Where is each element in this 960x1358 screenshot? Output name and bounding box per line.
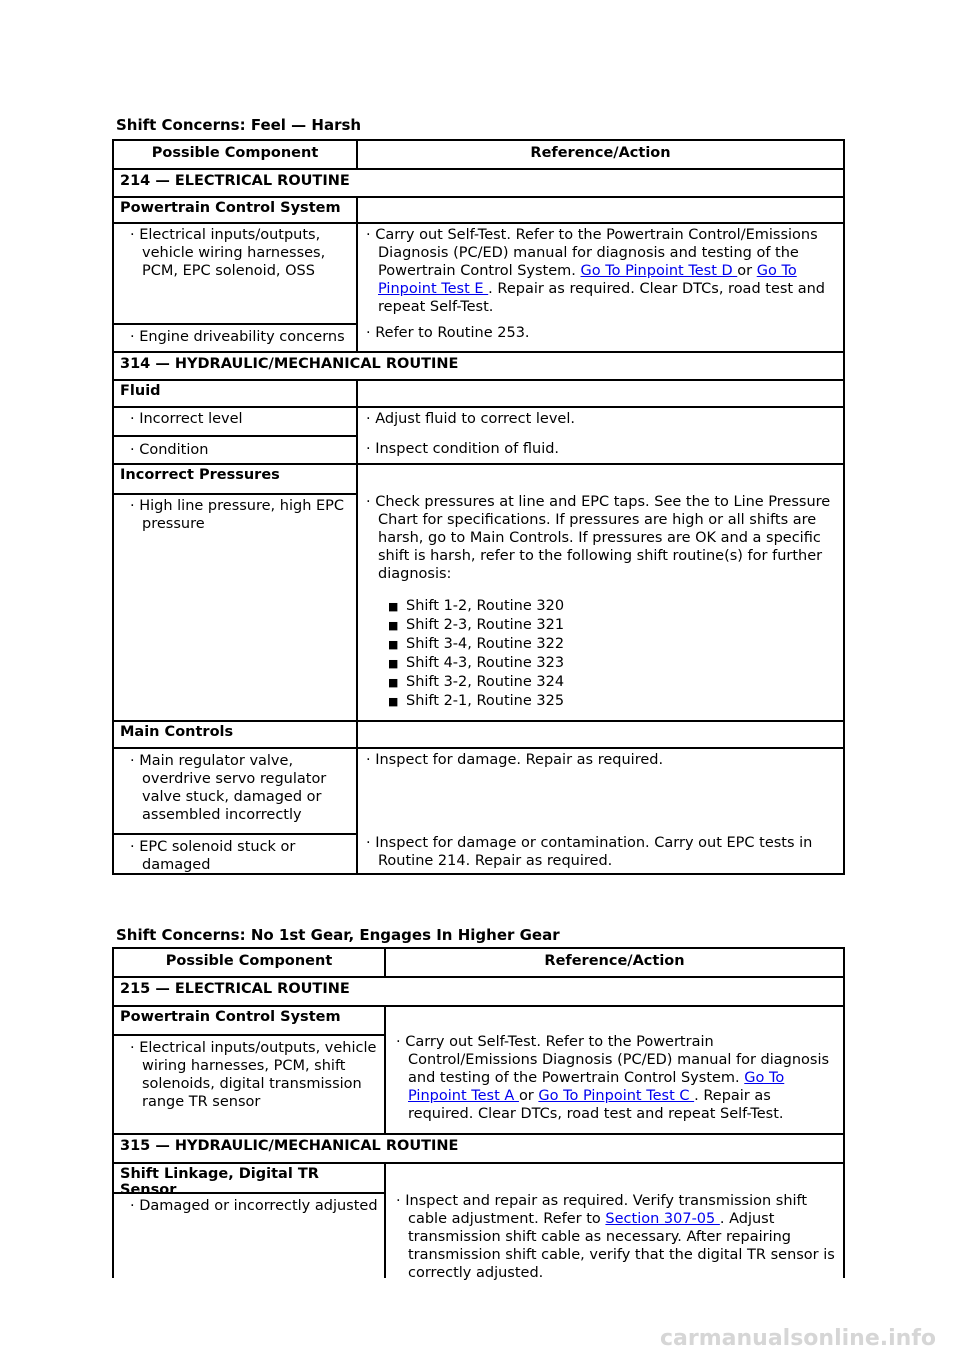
pcs2-rows xyxy=(114,1007,843,1135)
col-header-component: Possible Component xyxy=(114,949,386,976)
routine-314-label: 314 — HYDRAULIC/MECHANICAL ROUTINE xyxy=(120,356,459,372)
incorrect-level-item: · Incorrect level xyxy=(120,410,350,428)
pinpoint-test-d-link[interactable]: Go To Pinpoint Test D xyxy=(580,263,738,279)
engine-item: · Engine driveability concerns xyxy=(120,328,350,346)
watermark: carmanualsonline.info xyxy=(660,1326,936,1351)
routine-315-row xyxy=(114,1135,843,1164)
pcs2-group-label: Powertrain Control System xyxy=(114,1007,384,1036)
main-controls-rows xyxy=(114,749,843,875)
electrical-row xyxy=(114,224,843,353)
fluid-rows xyxy=(114,408,843,465)
list-item: ■ Shift 4-3, Routine 323 xyxy=(388,654,837,673)
routine-314-row xyxy=(114,353,843,381)
table2 xyxy=(112,947,845,1281)
list-item: ■ Shift 1-2, Routine 320 xyxy=(388,597,837,616)
col-header-action: Reference/Action xyxy=(530,145,671,161)
routine-215-label: 215 — ELECTRICAL ROUTINE xyxy=(120,981,350,997)
main-controls-group-row xyxy=(114,722,843,749)
main-regulator-item: · Main regulator valve, overdrive servo regulator valve stuck, damaged or assembled incorrectly xyxy=(120,752,350,824)
high-pressure-action: · Check pressures at line and EPC taps. See the to Line Pressure Chart for specifications. If pressures are high or all shifts are harsh, go to Main Controls. If pressures are OK and a specific shift is harsh, refer to the following shift routine(s) for further diagnosis: xyxy=(364,493,837,583)
list-item: ■ Shift 2-3, Routine 321 xyxy=(388,616,837,635)
damaged-item: · Damaged or incorrectly adjusted xyxy=(120,1197,378,1215)
high-pressure-item: · High line pressure, high EPC pressure xyxy=(120,497,350,533)
routine-214-row xyxy=(114,170,843,198)
routine-215-row xyxy=(114,978,843,1007)
main-controls-group-label: Main Controls xyxy=(114,722,358,747)
epc-solenoid-action: · Inspect for damage or contamination. Carry out EPC tests in Routine 214. Repair as required. xyxy=(364,834,837,870)
shift-routine-list xyxy=(364,597,837,711)
list-item: ■ Shift 2-1, Routine 325 xyxy=(388,692,837,711)
linkage-rows xyxy=(114,1164,843,1281)
damaged-action: · Inspect and repair as required. Verify transmission shift cable adjustment. Refer to Section 307-05 . Adjust transmission shift cable as necessary. After repairing transmission shift cable, verify that the digital TR sensor is correctly adjusted. xyxy=(394,1192,839,1282)
incorrect-level-action: · Adjust fluid to correct level. xyxy=(364,410,837,428)
table1 xyxy=(112,139,845,875)
fluid-group-label: Fluid xyxy=(114,381,358,406)
pcs-group-label: Powertrain Control System xyxy=(114,198,358,222)
fluid-group-row xyxy=(114,381,843,408)
pressure-rows xyxy=(114,465,843,722)
electrical2-action: · Carry out Self-Test. Refer to the Powertrain Control/Emissions Diagnosis (PC/ED) manual for diagnosis and testing of the Powertrain Control System. Go To Pinpoint Test A or Go To Pinpoint Test C . Repair as required. Clear DTCs, road test and repeat Self-Test. xyxy=(394,1033,837,1123)
pinpoint-test-e-link[interactable]: Go To Pinpoint Test E xyxy=(378,263,797,297)
table1-title: Shift Concerns: Feel — Harsh xyxy=(116,116,362,134)
epc-solenoid-item: · EPC solenoid stuck or damaged xyxy=(120,838,350,874)
engine-action: · Refer to Routine 253. xyxy=(364,324,837,342)
condition-action: · Inspect condition of fluid. xyxy=(364,440,837,458)
electrical-action: · Carry out Self-Test. Refer to the Powertrain Control/Emissions Diagnosis (PC/ED) manual for diagnosis and testing of the Powertrain Control System. Go To Pinpoint Test D or Go To Pinpoint Test E . Repair as required. Clear DTCs, road test and repeat Self-Test. xyxy=(364,226,837,316)
pressures-group-label: Incorrect Pressures xyxy=(114,465,356,495)
routine-214-label: 214 — ELECTRICAL ROUTINE xyxy=(120,173,350,189)
routine-315-label: 315 — HYDRAULIC/MECHANICAL ROUTINE xyxy=(120,1138,459,1154)
list-item: ■ Shift 3-4, Routine 322 xyxy=(388,635,837,654)
list-item: ■ Shift 3-2, Routine 324 xyxy=(388,673,837,692)
pinpoint-test-c-link[interactable]: Go To Pinpoint Test C xyxy=(538,1088,695,1104)
pinpoint-test-a-link[interactable]: Go To Pinpoint Test A xyxy=(408,1070,785,1104)
table1-header xyxy=(114,141,843,170)
main-regulator-action: · Inspect for damage. Repair as required. xyxy=(364,751,837,769)
table2-title: Shift Concerns: No 1st Gear, Engages In Higher Gear xyxy=(116,926,560,944)
table2-header xyxy=(114,949,843,978)
linkage-group-label: Shift Linkage, Digital TR Sensor xyxy=(114,1164,384,1194)
electrical2-item: · Electrical inputs/outputs, vehicle wiring harnesses, PCM, shift solenoids, digital transmission range TR sensor xyxy=(120,1039,378,1111)
col-header-component: Possible Component xyxy=(114,141,358,168)
electrical-item: · Electrical inputs/outputs, vehicle wiring harnesses, PCM, EPC solenoid, OSS xyxy=(120,226,350,280)
condition-item: · Condition xyxy=(120,441,350,459)
col-header-action: Reference/Action xyxy=(544,953,685,969)
section-307-05-link[interactable]: Section 307-05 xyxy=(605,1211,720,1227)
pcs-group-row xyxy=(114,198,843,224)
